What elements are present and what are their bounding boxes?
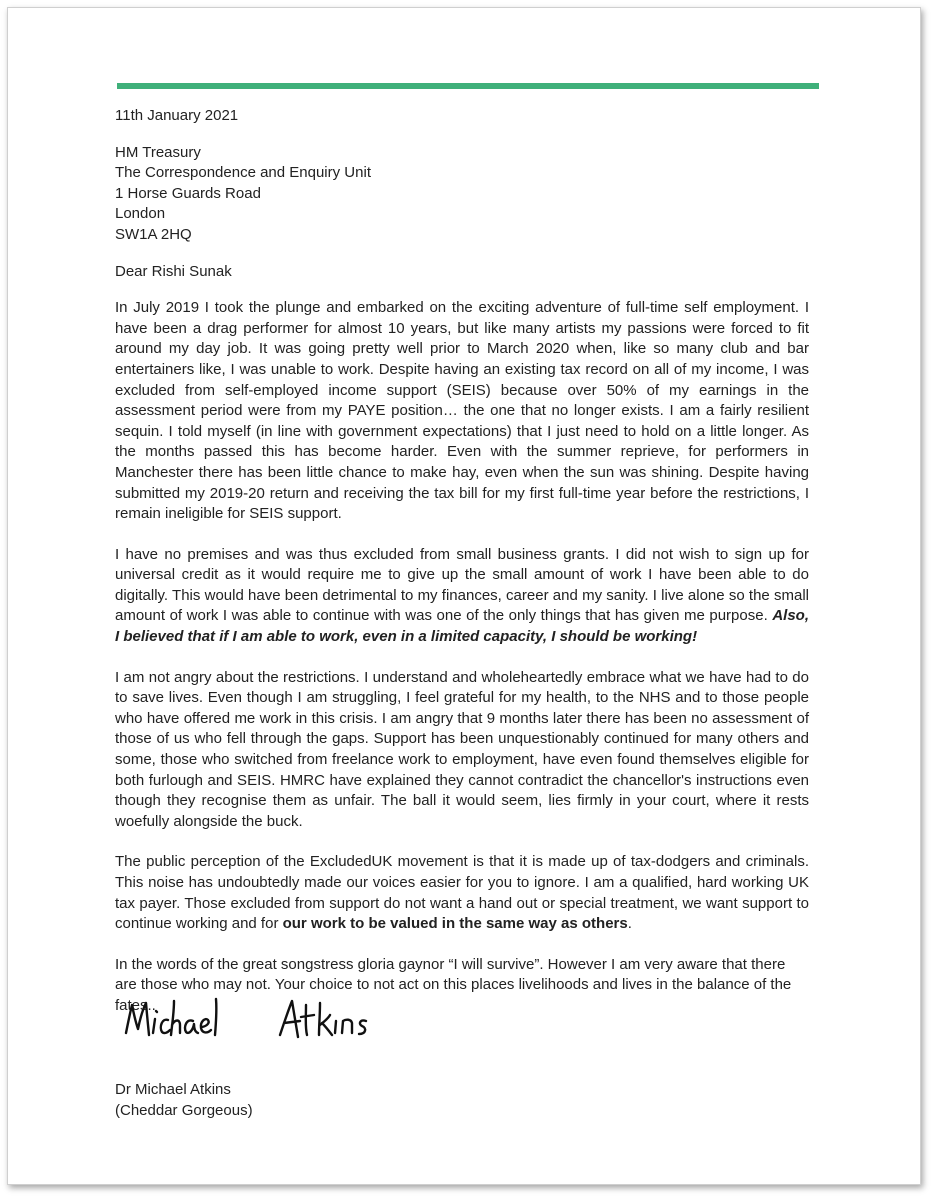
address-line: The Correspondence and Enquiry Unit — [115, 164, 371, 182]
letter-date: 11th January 2021 — [115, 107, 239, 124]
paragraph-2-text: I have no premises and was thus excluded from small business grants. I did not wish to sign up for universal credit as it would require me to give up the small amount of work I have been able to do digitally. This would have been detrimental to my finances, career and my sanity. I live alone so the small amount of work I was able to continue with was one of the only things that has given me purpose. — [115, 545, 809, 625]
salutation: Dear Rishi Sunak — [115, 262, 232, 280]
header-accent-rule — [117, 83, 819, 89]
signer-name: Dr Michael Atkins — [115, 1081, 231, 1098]
paragraph-3: I am not angry about the restrictions. I understand and wholeheartedly embrace what we have had to do to save lives. Even though I am struggling, I feel grateful for my health, to the NHS and to those people who have offered me work in this crisis. I am angry that 9 months later there has been no assessment of those of us who fell through the gaps. Support has been unquestionably continued for many others and some, those who switched from freelance work to employment, have even found themselves eligible for both furlough and SEIS. HMRC have explained they cannot contradict the chancellor's instructions even though they recognise them as unfair. The ball it would seem, lies firmly in your court, where it rests woefully alongside the buck. — [115, 668, 809, 830]
paragraph-4-end: . — [627, 915, 632, 933]
paragraph-2-emphasis: Also, I believed that if I am able to work, even in a limited capacity, I should be working! — [115, 607, 810, 646]
paragraph-1: In July 2019 I took the plunge and embarked on the exciting adventure of full-time self employment. I have been a drag performer for almost 10 years, but like many artists my passions were forced to fit around my day job. It was going pretty well prior to March 2020 when, like so many club and bar entertainers like, I was unable to work. Despite having an existing tax record on all of my income, I was excluded from self-employed income support (SEIS) because over 50% of my earnings in the assessment period were from my PAYE position… the one that no longer exists. I am a fairly resilient sequin. I told myself (in line with government expectations) that I just need to hold on a little longer. As the months passed this has become harder. Even with the summer reprieve, for performers in Manchester there has been little chance to make hay, even when the sun was shining. Despite having submitted my 2019-20 return and receiving the tax bill for my first full-time year before the restrictions, I remain ineligible for SEIS support. — [115, 299, 809, 523]
paragraph-4-emphasis: our work to be valued in the same way as others — [282, 915, 628, 933]
paragraph-4-text: The public perception of the ExcludedUK movement is that it is made up of tax-dodgers and criminals. This noise has undoubtedly made our voices easier for you to ignore. I am a qualified, hard working UK tax payer. Those excluded from support do not want a hand out or special treatment, we want support to continue working and for — [115, 853, 809, 933]
signer-alias: (Cheddar Gorgeous) — [115, 1101, 253, 1119]
paragraph-4 — [115, 852, 809, 934]
address-line: 1 Horse Guards Road — [115, 184, 261, 202]
signer-block — [115, 1080, 253, 1121]
address-line: SW1A 2HQ — [115, 225, 192, 243]
letter-body — [115, 106, 809, 1037]
address-line: London — [115, 205, 166, 223]
address-line: HM Treasury — [115, 143, 201, 161]
paragraph-2 — [115, 545, 809, 648]
recipient-address — [115, 143, 809, 246]
handwritten-signature — [122, 993, 384, 1053]
paragraph-5: In the words of the great songstress gloria gaynor “I will survive”. However I am very aware that there are those who may not. Your choice to not act on this places livelihoods and lives in the balance of the fates.. — [115, 955, 792, 1014]
